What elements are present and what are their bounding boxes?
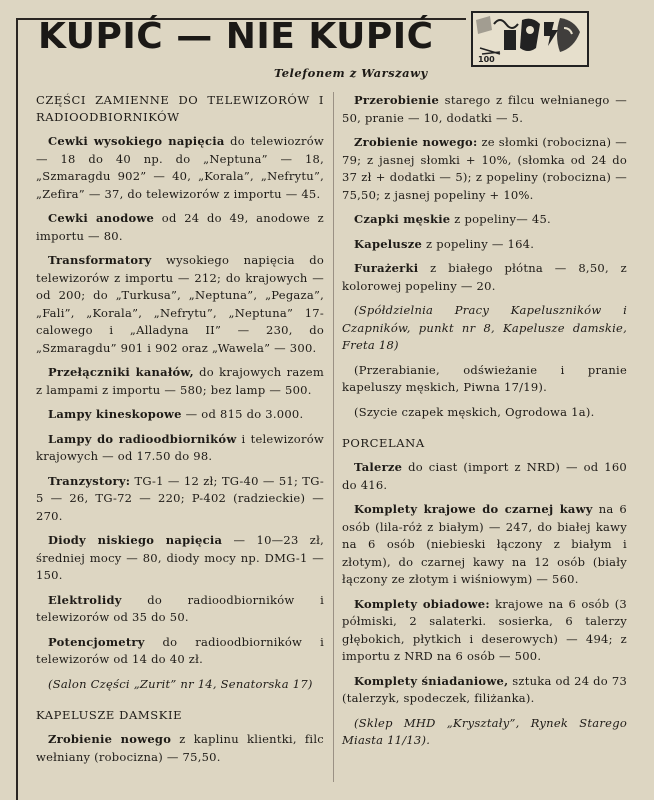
left-column bbox=[36, 92, 324, 773]
section-heading-parts: CZĘŚCI ZAMIENNE DO TELEWIZORÓW I RADIOODBIORNIKÓW bbox=[36, 93, 324, 124]
list-item: Cewki anodowe od 24 do 49, anodowe z importu — 80. bbox=[36, 211, 324, 243]
list-item: Talerze do ciast (import z NRD) — od 160 do 416. bbox=[342, 460, 627, 492]
list-item: Diody niskiego napięcia — 10—23 zł, średniej mocy — 80, diody mocy np. DMG-1 — 150. bbox=[36, 533, 324, 582]
list-item: Transformatory wysokiego napięcia do telewizorów z importu — 212; do krajowych — od 200; do „Turkusa”, „Neptuna”, „Pegaza”, „Fali”, „Korala”, „Nefrytu”, „Neptuna” 17-calowego i „Alladyna II” — 230, do „Szmaragdu” 901 i 902 oraz „Wawela” — 300. bbox=[36, 253, 324, 355]
list-item: Potencjometry do radioodbiorników i telewizorów od 14 do 40 zł. bbox=[36, 634, 324, 666]
note: (Szycie czapek męskich, Ogrodowa 1a). bbox=[354, 404, 595, 419]
article-title: KUPIĆ — NIE KUPIĆ bbox=[38, 16, 434, 57]
list-item: Komplety krajowe do czarnej kawy na 6 osób (lila-róż z białym) — 247, do białej kawy na 6 osób (niebieski łączony z białym i złotym), do czarnej kawy na 12 osób (biały łączony ze złotym i wiśniowym) — 560. bbox=[342, 502, 627, 586]
column-logo-illustration bbox=[470, 10, 590, 68]
column-divider bbox=[333, 92, 334, 782]
list-item: Komplety obiadowe: krajowe na 6 osób (3 półmiski, 2 salaterki. sosierka, 6 talerzy głębokich, płytkich i deserowych) — 494; z importu z NRD na 6 osób — 500. bbox=[342, 596, 627, 663]
list-item: Przełączniki kanałów, do krajowych razem z lampami z importu — 580; bez lamp — 500. bbox=[36, 365, 325, 397]
list-item: Czapki męskie z popeliny— 45. bbox=[354, 212, 551, 226]
list-item: Lampy kineskopowe — od 815 do 3.000. bbox=[48, 407, 304, 421]
note: (Przerabianie, odświeżanie i pranie kapeluszy męskich, Piwna 17/19). bbox=[342, 362, 627, 394]
source-note: (Salon Części „Zurit” nr 14, Senatorska 17) bbox=[48, 676, 313, 691]
section-heading-hats: KAPELUSZE DAMSKIE bbox=[36, 708, 183, 722]
section-heading-porcelain: PORCELANA bbox=[342, 436, 425, 450]
right-column bbox=[342, 92, 627, 757]
source-note: (Spółdzielnia Pracy Kapeluszników i Czapników, punkt nr 8, Kapelusze damskie, Freta 18) bbox=[342, 303, 627, 352]
list-item: Elektrolidy do radioodbiorników i telewizorów od 35 do 50. bbox=[36, 592, 324, 624]
source-note: (Sklep MHD „Kryształy”, Rynek Starego Miasta 11/13). bbox=[342, 715, 627, 747]
list-item: Furażerki z białego płótna — 8,50, z kolorowej popeliny — 20. bbox=[342, 261, 627, 293]
logo-number: 100 bbox=[478, 55, 495, 64]
frame-left-rule bbox=[16, 18, 18, 800]
list-item: Tranzystory: TG-1 — 12 zł; TG-40 — 51; TG-5 — 26, TG-72 — 220; P-402 (radzieckie) — 270. bbox=[36, 473, 324, 523]
byline: Telefonem z Warszawy bbox=[274, 66, 428, 80]
list-item: Kapelusze z popeliny — 164. bbox=[354, 236, 535, 251]
list-item: Komplety śniadaniowe, sztuka od 24 do 73 (talerzyk, spodeczek, filiżanka). bbox=[342, 673, 628, 705]
list-item: Zrobienie nowego z kaplinu klientki, filc wełniany (robocizna) — 75,50. bbox=[36, 732, 324, 764]
list-item: Cewki wysokiego napięcia do telewiozrów — 18 do 40 np. do „Neptuna” — 18, „Szmaragdu 902” — 40, „Korala”, „Nefrytu”, „Zefira” — 37, do telewizorów z importu — 45. bbox=[36, 134, 325, 201]
list-item: Przerobienie starego z filcu wełnianego — 50, pranie — 10, dodatki — 5. bbox=[342, 93, 627, 125]
list-item: Lampy do radioodbiorników i telewizorów krajowych — od 17.50 do 98. bbox=[36, 431, 324, 463]
list-item: Zrobienie nowego: ze słomki (robocizna) — 79; z jasnej słomki + 10%, (słomka od 24 do 37 zł + dodatki — 5); z popeliny (robocizna) — 75,50; z jasnej popeliny + 10%. bbox=[342, 135, 628, 202]
